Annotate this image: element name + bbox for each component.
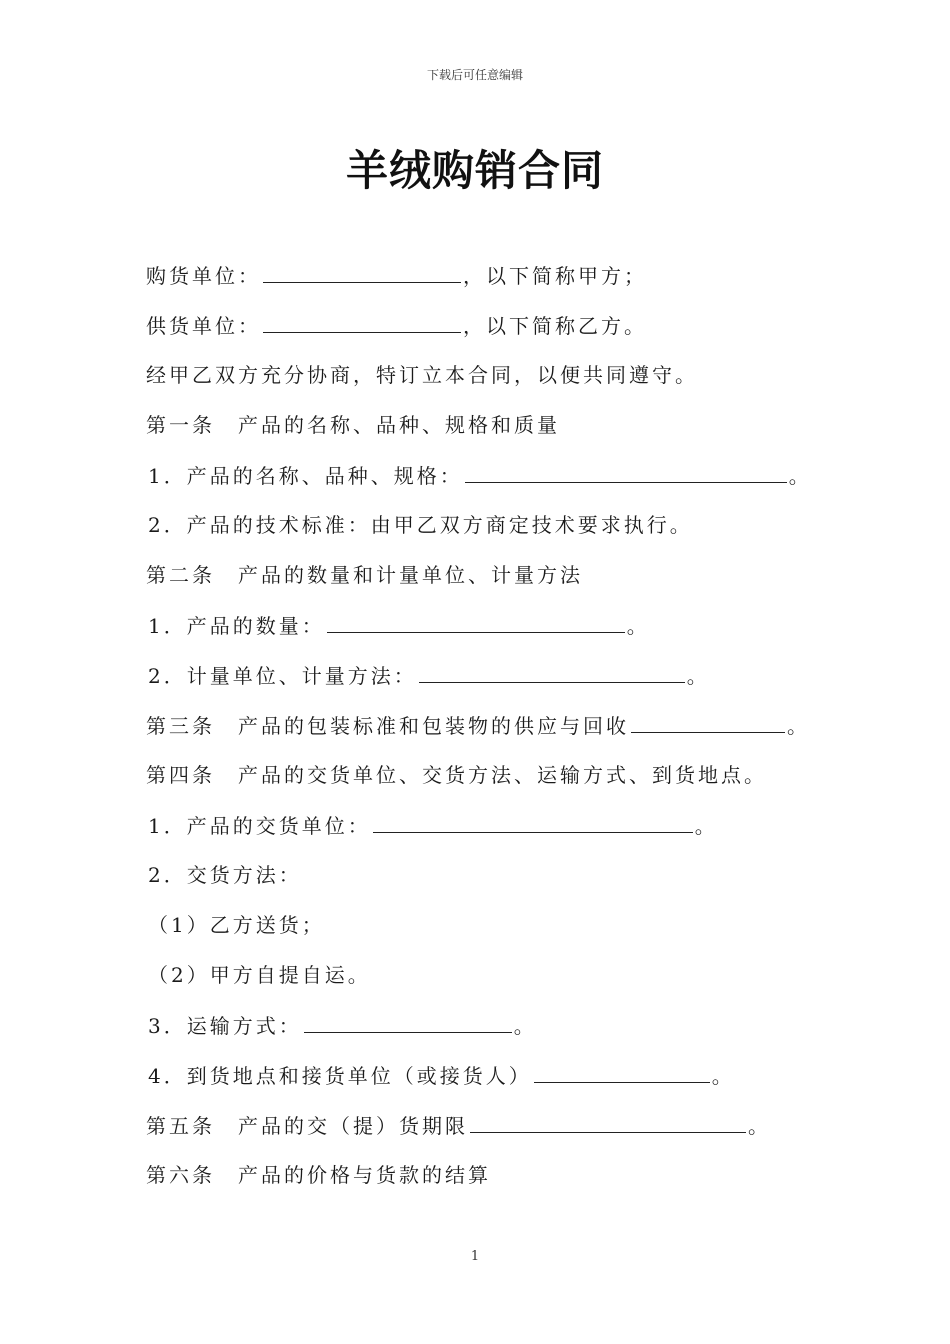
transport-line	[146, 1008, 846, 1058]
transport-blank[interactable]	[304, 1008, 512, 1033]
article-1-heading: 第一条 产品的名称、品种、规格和质量	[146, 413, 560, 437]
preamble-line: 经甲乙双方充分协商，特订立本合同，以便共同遵守。	[146, 363, 698, 387]
quantity-line	[146, 608, 846, 658]
contract-body	[146, 258, 846, 1208]
supplier-line	[146, 308, 846, 358]
delivery-unit-line	[146, 808, 846, 858]
delivery-option-1: （1）乙方送货；	[148, 913, 325, 937]
destination-suffix: 。	[711, 1064, 735, 1088]
packaging-blank[interactable]	[631, 708, 785, 733]
delivery-option-2: （2）甲方自提自运。	[148, 963, 371, 987]
product-name-suffix: 。	[788, 464, 812, 488]
destination-blank[interactable]	[534, 1058, 710, 1083]
destination-label: 4．到货地点和接货单位（或接货人）	[148, 1064, 532, 1088]
article-3-label: 第三条 产品的包装标准和包装物的供应与回收	[146, 714, 629, 738]
quantity-suffix: 。	[626, 614, 650, 638]
article-3-line	[146, 708, 846, 758]
buyer-label: 购货单位：	[146, 264, 261, 288]
buyer-suffix: ，以下简称甲方；	[463, 264, 647, 288]
transport-suffix: 。	[513, 1014, 537, 1038]
article-2-heading: 第二条 产品的数量和计量单位、计量方法	[146, 563, 583, 587]
product-name-label: 1．产品的名称、品种、规格：	[148, 464, 463, 488]
delivery-period-blank[interactable]	[470, 1108, 746, 1133]
buyer-line	[146, 258, 846, 308]
destination-line	[146, 1058, 846, 1108]
supplier-label: 供货单位：	[146, 314, 261, 338]
page-number: 1	[470, 1249, 480, 1264]
product-name-line	[146, 458, 846, 508]
measurement-blank[interactable]	[419, 658, 685, 683]
measurement-line	[146, 658, 846, 708]
article-5-line	[146, 1108, 846, 1158]
buyer-blank[interactable]	[263, 258, 461, 283]
measurement-suffix: 。	[686, 664, 710, 688]
article-5-label: 第五条 产品的交（提）货期限	[146, 1114, 468, 1138]
technical-standard-line: 2．产品的技术标准：由甲乙双方商定技术要求执行。	[148, 513, 693, 537]
transport-label: 3．运输方式：	[148, 1014, 302, 1038]
delivery-unit-label: 1．产品的交货单位：	[148, 814, 371, 838]
supplier-blank[interactable]	[263, 308, 461, 333]
article-6-heading: 第六条 产品的价格与货款的结算	[146, 1163, 491, 1187]
measurement-label: 2．计量单位、计量方法：	[148, 664, 417, 688]
delivery-method-line: 2．交货方法：	[148, 863, 302, 887]
quantity-blank[interactable]	[327, 608, 625, 633]
delivery-unit-blank[interactable]	[373, 808, 693, 833]
article-4-heading: 第四条 产品的交货单位、交货方法、运输方式、到货地点。	[146, 763, 767, 787]
article-5-suffix: 。	[748, 1114, 771, 1138]
delivery-unit-suffix: 。	[694, 814, 718, 838]
article-3-suffix: 。	[787, 714, 810, 738]
quantity-label: 1．产品的数量：	[148, 614, 325, 638]
supplier-suffix: ，以下简称乙方。	[463, 314, 647, 338]
header-note: 下载后可任意编辑	[426, 68, 523, 82]
product-name-blank[interactable]	[465, 458, 787, 483]
document-title: 羊绒购销合同	[345, 146, 604, 195]
